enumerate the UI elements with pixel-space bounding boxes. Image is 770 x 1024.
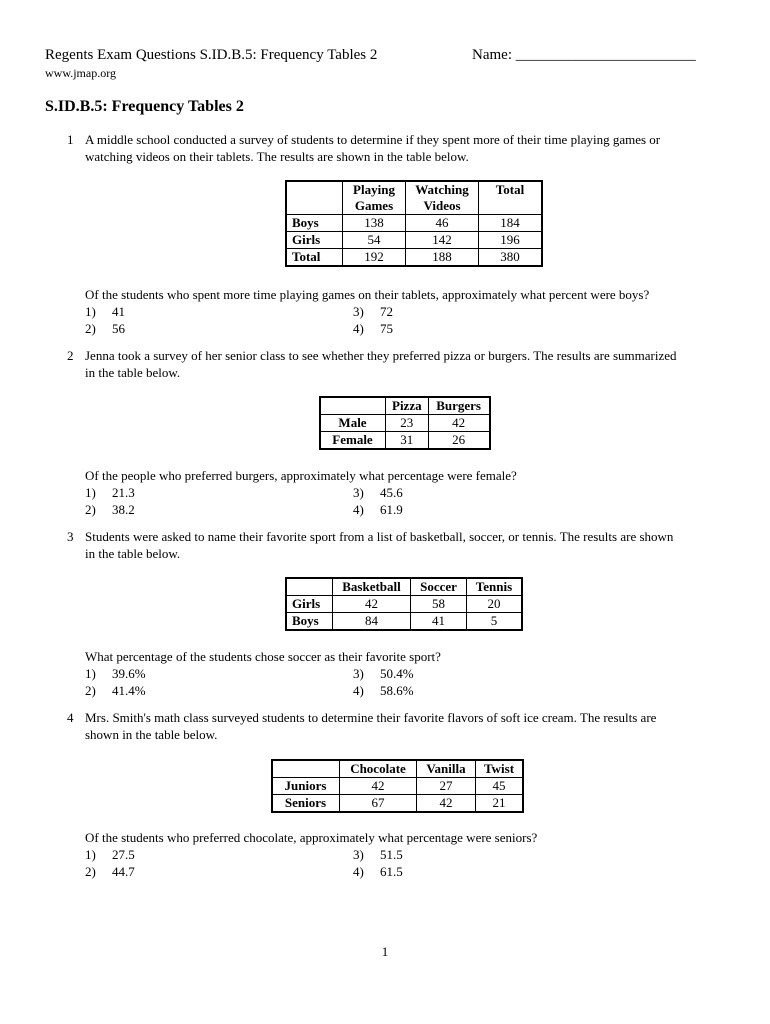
question-text-line: Mrs. Smith's math class surveyed students to determine their favorite flavors of soft ice cream. The results are: [85, 710, 657, 725]
frequency-table: [319, 396, 491, 450]
question-text-line: in the table below.: [85, 546, 181, 561]
choice-value: 75: [380, 321, 393, 336]
column-header: Pizza: [386, 397, 429, 415]
question-text-line: shown in the table below.: [85, 727, 218, 742]
table-cell: 58: [411, 596, 467, 613]
choice-number: 2): [85, 864, 96, 879]
table-cell: 67: [340, 795, 417, 813]
choice-value: 38.2: [112, 502, 135, 517]
row-header: Female: [320, 432, 386, 450]
answer-choice[interactable]: [85, 863, 135, 880]
choice-number: 1): [85, 304, 96, 319]
table-cell: 31: [386, 432, 429, 450]
frequency-table: [285, 577, 523, 631]
answer-choice[interactable]: [85, 303, 125, 320]
row-header: Juniors: [272, 778, 340, 795]
answer-choice[interactable]: [353, 303, 393, 320]
answer-choice[interactable]: [353, 484, 403, 501]
table-cell: 45: [476, 778, 524, 795]
question-prompt: Of the students who preferred chocolate, approximately what percentage were seniors?: [85, 830, 538, 845]
table-corner: [286, 578, 333, 596]
question-number: 1: [67, 132, 74, 147]
question-text-line: watching videos on their tablets. The results are shown in the table below.: [85, 149, 469, 164]
column-header: Tennis: [467, 578, 523, 596]
question-number: 2: [67, 348, 74, 363]
table-cell: 84: [333, 613, 411, 631]
table-cell: 23: [386, 415, 429, 432]
choice-value: 21.3: [112, 485, 135, 500]
choice-value: 41: [112, 304, 125, 319]
row-header: Boys: [286, 613, 333, 631]
column-header: Total: [479, 181, 543, 215]
frequency-table: [271, 759, 524, 813]
choice-number: 3): [353, 847, 364, 862]
choice-value: 51.5: [380, 847, 403, 862]
table-cell: 42: [417, 795, 476, 813]
row-header: Boys: [286, 215, 343, 232]
answer-choice[interactable]: [85, 501, 135, 518]
question-text-line: Jenna took a survey of her senior class to see whether they preferred pizza or burgers. The results are summarized: [85, 348, 677, 363]
table-cell: 26: [428, 432, 490, 450]
choice-value: 61.9: [380, 502, 403, 517]
column-header: Soccer: [411, 578, 467, 596]
choice-number: 2): [85, 683, 96, 698]
answer-choice[interactable]: [353, 846, 403, 863]
table-cell: 54: [343, 232, 406, 249]
choice-number: 1): [85, 666, 96, 681]
question-prompt: Of the people who preferred burgers, approximately what percentage were female?: [85, 468, 517, 483]
table-cell: 188: [406, 249, 479, 267]
question-text-line: Students were asked to name their favorite sport from a list of basketball, soccer, or tennis. The results are shown: [85, 529, 674, 544]
column-header: Playing Games: [343, 181, 406, 215]
table-cell: 142: [406, 232, 479, 249]
choice-value: 72: [380, 304, 393, 319]
table-cell: 20: [467, 596, 523, 613]
table-cell: 5: [467, 613, 523, 631]
row-header: Total: [286, 249, 343, 267]
question-text-line: A middle school conducted a survey of students to determine if they spent more of their time playing games or: [85, 132, 661, 147]
document-title: S.ID.B.5: Frequency Tables 2: [45, 98, 244, 115]
choice-number: 2): [85, 321, 96, 336]
answer-choice[interactable]: [85, 484, 135, 501]
column-header: Vanilla: [417, 760, 476, 778]
answer-choice[interactable]: [353, 320, 393, 337]
table-corner: [272, 760, 340, 778]
table-cell: 380: [479, 249, 543, 267]
row-header: Girls: [286, 596, 333, 613]
choice-value: 27.5: [112, 847, 135, 862]
frequency-table: [285, 180, 543, 267]
choice-number: 1): [85, 485, 96, 500]
table-corner: [286, 181, 343, 215]
column-header: Burgers: [428, 397, 490, 415]
header-title: Regents Exam Questions S.ID.B.5: Frequency Tables 2: [45, 47, 378, 63]
table-cell: 42: [340, 778, 417, 795]
column-header: Basketball: [333, 578, 411, 596]
table-cell: 41: [411, 613, 467, 631]
answer-choice[interactable]: [85, 846, 135, 863]
table-cell: 42: [333, 596, 411, 613]
answer-choice[interactable]: [353, 863, 403, 880]
choice-number: 4): [353, 321, 364, 336]
choice-value: 41.4%: [112, 683, 146, 698]
header-url: www.jmap.org: [45, 66, 116, 80]
choice-value: 39.6%: [112, 666, 146, 681]
table-cell: 21: [476, 795, 524, 813]
answer-choice[interactable]: [353, 665, 414, 682]
column-header: Watching Videos: [406, 181, 479, 215]
answer-choice[interactable]: [85, 682, 146, 699]
table-cell: 42: [428, 415, 490, 432]
table-cell: 196: [479, 232, 543, 249]
table-cell: 138: [343, 215, 406, 232]
choice-value: 50.4%: [380, 666, 414, 681]
choice-number: 3): [353, 666, 364, 681]
question-prompt: Of the students who spent more time playing games on their tablets, approximately what percent were boys?: [85, 287, 650, 302]
table-cell: 27: [417, 778, 476, 795]
choice-number: 3): [353, 304, 364, 319]
answer-choice[interactable]: [85, 320, 125, 337]
choice-number: 4): [353, 502, 364, 517]
answer-choice[interactable]: [353, 501, 403, 518]
row-header: Girls: [286, 232, 343, 249]
name-field-label: Name: ________________________: [472, 47, 696, 63]
choice-value: 44.7: [112, 864, 135, 879]
row-header: Seniors: [272, 795, 340, 813]
choice-number: 2): [85, 502, 96, 517]
choice-value: 45.6: [380, 485, 403, 500]
question-number: 3: [67, 529, 74, 544]
column-header: Twist: [476, 760, 524, 778]
choice-value: 58.6%: [380, 683, 414, 698]
answer-choice[interactable]: [353, 682, 414, 699]
choice-number: 4): [353, 683, 364, 698]
row-header: Male: [320, 415, 386, 432]
page-number: 1: [381, 944, 389, 959]
question-number: 4: [67, 710, 74, 725]
choice-value: 61.5: [380, 864, 403, 879]
table-cell: 192: [343, 249, 406, 267]
choice-value: 56: [112, 321, 125, 336]
choice-number: 4): [353, 864, 364, 879]
column-header: Chocolate: [340, 760, 417, 778]
table-cell: 184: [479, 215, 543, 232]
choice-number: 3): [353, 485, 364, 500]
question-prompt: What percentage of the students chose soccer as their favorite sport?: [85, 649, 441, 664]
choice-number: 1): [85, 847, 96, 862]
table-corner: [320, 397, 386, 415]
answer-choice[interactable]: [85, 665, 146, 682]
table-cell: 46: [406, 215, 479, 232]
question-text-line: in the table below.: [85, 365, 181, 380]
